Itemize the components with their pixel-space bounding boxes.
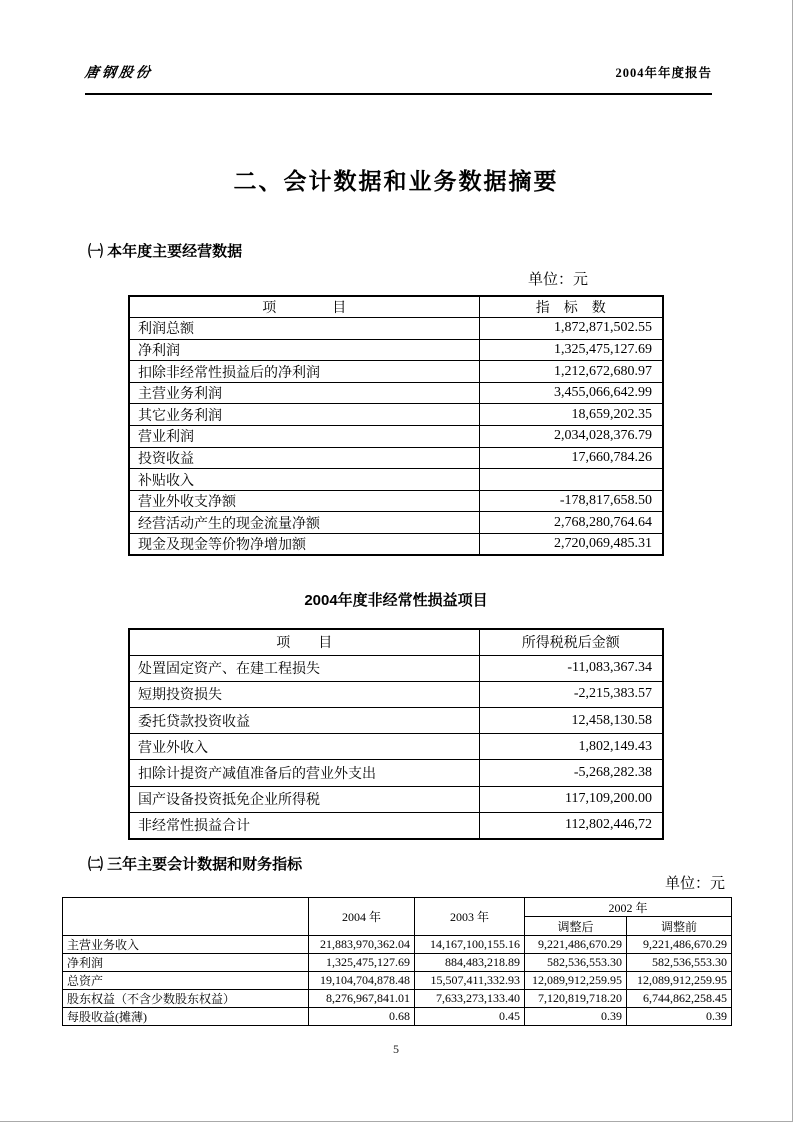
- value-cell: 2,768,280,764.64: [479, 512, 663, 534]
- table-row: [129, 426, 663, 448]
- item-cell: 总资产: [63, 972, 309, 990]
- table-row: [129, 534, 663, 556]
- company-logo-text: 唐钢股份: [83, 66, 154, 81]
- value-cell-2002-after: 582,536,553.30: [525, 954, 627, 972]
- value-cell: 17,660,784.26: [479, 447, 663, 469]
- value-cell-2004: 19,104,704,878.48: [309, 972, 415, 990]
- value-cell-2004: 8,276,967,841.01: [309, 990, 415, 1008]
- item-cell: 营业外收入: [129, 734, 479, 760]
- value-cell: -11,083,367.34: [479, 655, 663, 681]
- value-cell-2002-before: 582,536,553.30: [627, 954, 732, 972]
- table-row: [129, 734, 663, 760]
- three-year-indicators-table: [62, 897, 732, 1026]
- value-cell: 2,720,069,485.31: [479, 534, 663, 556]
- value-cell-2002-after: 12,089,912,259.95: [525, 972, 627, 990]
- table-row: [63, 1008, 732, 1026]
- table-row: [63, 936, 732, 954]
- value-cell-2002-before: 0.39: [627, 1008, 732, 1026]
- column-header-adjusted-before: 调整前: [627, 917, 732, 936]
- value-cell-2002-before: 12,089,912,259.95: [627, 972, 732, 990]
- value-cell: 2,034,028,376.79: [479, 426, 663, 448]
- table-row: [129, 447, 663, 469]
- table-row: [63, 972, 732, 990]
- table-header-row: [129, 629, 663, 655]
- item-cell: 扣除非经常性损益后的净利润: [129, 361, 479, 383]
- item-cell: 扣除计提资产减值准备后的营业外支出: [129, 760, 479, 786]
- item-cell: 主营业务利润: [129, 382, 479, 404]
- value-cell-2003: 884,483,218.89: [415, 954, 525, 972]
- table-row: [129, 382, 663, 404]
- table-row: [129, 812, 663, 838]
- page-header: [85, 62, 712, 82]
- value-cell-2003: 15,507,411,332.93: [415, 972, 525, 990]
- value-cell: -2,215,383.57: [479, 681, 663, 707]
- table-row: [129, 318, 663, 340]
- table-row: [129, 361, 663, 383]
- value-cell: -5,268,282.38: [479, 760, 663, 786]
- value-cell-2002-after: 0.39: [525, 1008, 627, 1026]
- value-cell-2003: 0.45: [415, 1008, 525, 1026]
- value-cell-2002-before: 6,744,862,258.45: [627, 990, 732, 1008]
- value-cell-2003: 14,167,100,155.16: [415, 936, 525, 954]
- item-cell: 经营活动产生的现金流量净额: [129, 512, 479, 534]
- value-cell-2003: 7,633,273,133.40: [415, 990, 525, 1008]
- table-row: [129, 404, 663, 426]
- unit-label-1: 单位：元: [527, 272, 588, 288]
- column-header-2002: 2002 年: [525, 898, 732, 917]
- item-cell: 净利润: [129, 339, 479, 361]
- item-cell: 非经常性损益合计: [129, 812, 479, 838]
- value-cell: 1,872,871,502.55: [479, 318, 663, 340]
- value-cell-2004: 21,883,970,362.04: [309, 936, 415, 954]
- value-cell: 1,325,475,127.69: [479, 339, 663, 361]
- nonrecurring-items-table: [128, 628, 664, 840]
- item-cell: 营业外收支净额: [129, 490, 479, 512]
- value-cell-2002-after: 9,221,486,670.29: [525, 936, 627, 954]
- report-title-header: 2004年年度报告: [615, 66, 712, 80]
- table-header-row: [129, 296, 663, 318]
- table-row: [129, 655, 663, 681]
- item-cell: 短期投资损失: [129, 681, 479, 707]
- value-cell: 3,455,066,642.99: [479, 382, 663, 404]
- blank-corner-cell: [63, 898, 309, 936]
- column-header-adjusted-after: 调整后: [525, 917, 627, 936]
- item-cell: 补贴收入: [129, 469, 479, 491]
- item-cell: 投资收益: [129, 447, 479, 469]
- nonrecurring-table-title: 2004年度非经常性损益项目: [304, 592, 488, 609]
- column-header-amount: 所得税税后金额: [479, 629, 663, 655]
- item-cell: 利润总额: [129, 318, 479, 340]
- item-cell: 其它业务利润: [129, 404, 479, 426]
- value-cell: 117,109,200.00: [479, 786, 663, 812]
- value-cell: -178,817,658.50: [479, 490, 663, 512]
- header-divider: [85, 93, 712, 95]
- table-row: [129, 490, 663, 512]
- section-two-heading: ㈡ 三年主要会计数据和财务指标: [88, 856, 303, 873]
- value-cell-2002-before: 9,221,486,670.29: [627, 936, 732, 954]
- column-header-item: 项 目: [129, 629, 479, 655]
- value-cell: [479, 469, 663, 491]
- value-cell-2004: 1,325,475,127.69: [309, 954, 415, 972]
- table-row: [129, 708, 663, 734]
- page-title: 二、会计数据和业务数据摘要: [233, 168, 559, 194]
- value-cell: 12,458,130.58: [479, 708, 663, 734]
- table-row: [63, 990, 732, 1008]
- item-cell: 营业利润: [129, 426, 479, 448]
- section-one-heading: ㈠ 本年度主要经营数据: [88, 243, 243, 260]
- table-row: [129, 681, 663, 707]
- column-header-2003: 2003 年: [415, 898, 525, 936]
- unit-label-2: 单位：元: [664, 876, 725, 892]
- column-header-item: 项 目: [129, 296, 479, 318]
- table-row: [129, 469, 663, 491]
- table-row: [129, 339, 663, 361]
- value-cell: 1,212,672,680.97: [479, 361, 663, 383]
- item-cell: 国产设备投资抵免企业所得税: [129, 786, 479, 812]
- column-header-value: 指 标 数: [479, 296, 663, 318]
- page-number: 5: [393, 1042, 399, 1056]
- table-header-row: [63, 898, 732, 917]
- table-row: [63, 954, 732, 972]
- item-cell: 委托贷款投资收益: [129, 708, 479, 734]
- value-cell: 1,802,149.43: [479, 734, 663, 760]
- operating-data-table: [128, 295, 664, 556]
- value-cell-2004: 0.68: [309, 1008, 415, 1026]
- item-cell: 每股收益(摊薄): [63, 1008, 309, 1026]
- item-cell: 股东权益（不含少数股东权益）: [63, 990, 309, 1008]
- value-cell-2002-after: 7,120,819,718.20: [525, 990, 627, 1008]
- value-cell: 18,659,202.35: [479, 404, 663, 426]
- value-cell: 112,802,446,72: [479, 812, 663, 838]
- item-cell: 主营业务收入: [63, 936, 309, 954]
- item-cell: 净利润: [63, 954, 309, 972]
- table-row: [129, 512, 663, 534]
- item-cell: 处置固定资产、在建工程损失: [129, 655, 479, 681]
- table-row: [129, 760, 663, 786]
- item-cell: 现金及现金等价物净增加额: [129, 534, 479, 556]
- table-row: [129, 786, 663, 812]
- column-header-2004: 2004 年: [309, 898, 415, 936]
